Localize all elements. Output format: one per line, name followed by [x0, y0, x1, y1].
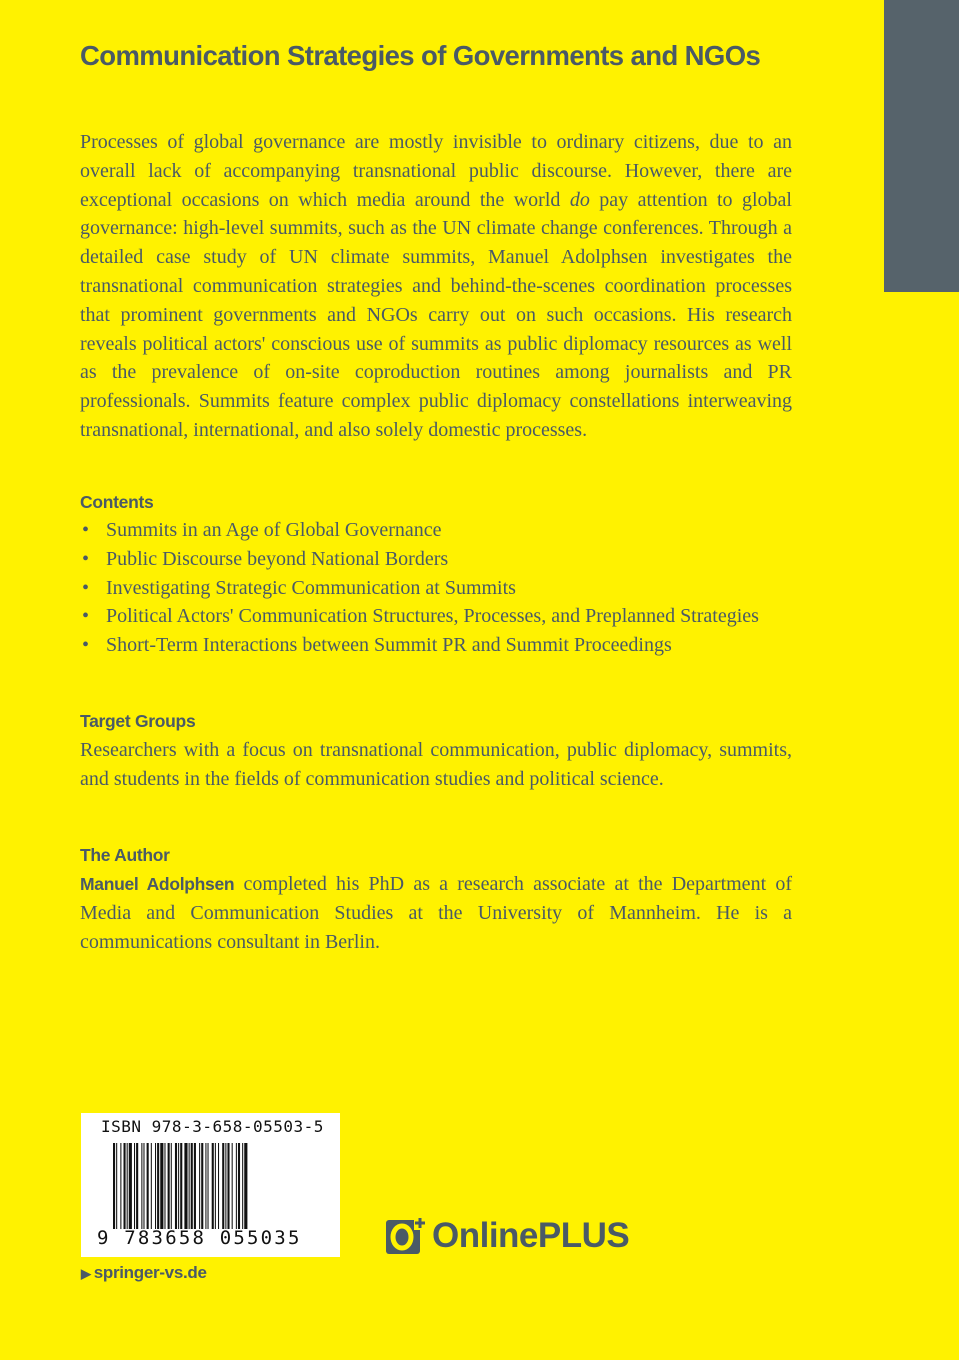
publisher-website-link[interactable]	[81, 1263, 207, 1283]
author-bio: completed his PhD as a research associate at the Department of Media and Communication Studies at the University of Mannheim. He is a communications consultant in Berlin.	[80, 873, 792, 953]
barcode-bars	[113, 1143, 321, 1235]
target-groups-text: Researchers with a focus on transnational communication, public diplomacy, summits, and students in the fields of communication studies and political science.	[80, 739, 792, 790]
logo-word-plus: PLUS	[537, 1216, 630, 1255]
contents-list	[80, 516, 792, 660]
contents-item-label: Political Actors' Communication Structures, Processes, and Preplanned Strategies	[106, 605, 759, 628]
online-plus-logo-icon	[386, 1216, 426, 1256]
contents-item-label: Summits in an Age of Global Governance	[106, 519, 442, 541]
logo-word-online: Online	[432, 1216, 538, 1255]
list-item	[80, 574, 792, 603]
bullet-icon: •	[82, 634, 90, 657]
spine-color-bar	[884, 0, 959, 292]
play-arrow-icon: ▶	[81, 1266, 91, 1281]
blurb-text-2: pay attention to global governance: high-level summits, such as the UN climate change conferences. Through a detailed case study of UN climate summits, Manuel Adolphsen investigates the transnational communication strategies and behind-the-scenes coordination processes that prominent governments and NGOs carry out on such occasions. His research reveals political actors' conscious use of summits as public diplomacy resources as well as the prevalence of on-site coproduction routines among journalists and PR professionals. Summits feature complex public diplomacy constellations interweaving transnational, international, and also solely domestic processes.	[80, 188, 792, 441]
bullet-icon: •	[82, 576, 90, 599]
logo-wordmark	[432, 1216, 629, 1256]
isbn-barcode	[81, 1113, 340, 1257]
ean-digits: 9 783658 055035	[97, 1227, 302, 1249]
list-item	[80, 516, 792, 545]
list-item	[80, 545, 792, 574]
list-item	[80, 631, 792, 660]
list-item	[80, 602, 792, 631]
bullet-icon: •	[82, 547, 90, 570]
blurb-emphasis: do	[569, 188, 590, 211]
blurb-text-1: Processes of global governance are mostly invisible to ordinary citizens, due to an overall lack of accompanying transnational public discourse. However, there are exceptional occasions on which media around the world	[80, 131, 792, 211]
book-title: Communication Strategies of Governments and NGOs	[80, 40, 761, 71]
author-name: Manuel Adolphsen	[80, 874, 235, 894]
author-heading: The Author	[80, 845, 170, 865]
contents-heading: Contents	[80, 492, 154, 512]
bullet-icon: •	[82, 519, 90, 541]
bullet-icon: •	[82, 605, 90, 628]
website-url: springer-vs.de	[93, 1263, 207, 1282]
blurb-paragraph	[80, 128, 792, 445]
contents-item-label: Short-Term Interactions between Summit PR and Summit Proceedings	[106, 634, 672, 657]
author-paragraph	[80, 870, 792, 956]
isbn-number: ISBN 978-3-658-05503-5	[101, 1117, 324, 1136]
target-groups-heading: Target Groups	[80, 711, 196, 731]
contents-item-label: Investigating Strategic Communication at Summits	[106, 576, 516, 599]
contents-item-label: Public Discourse beyond National Borders	[106, 547, 449, 570]
